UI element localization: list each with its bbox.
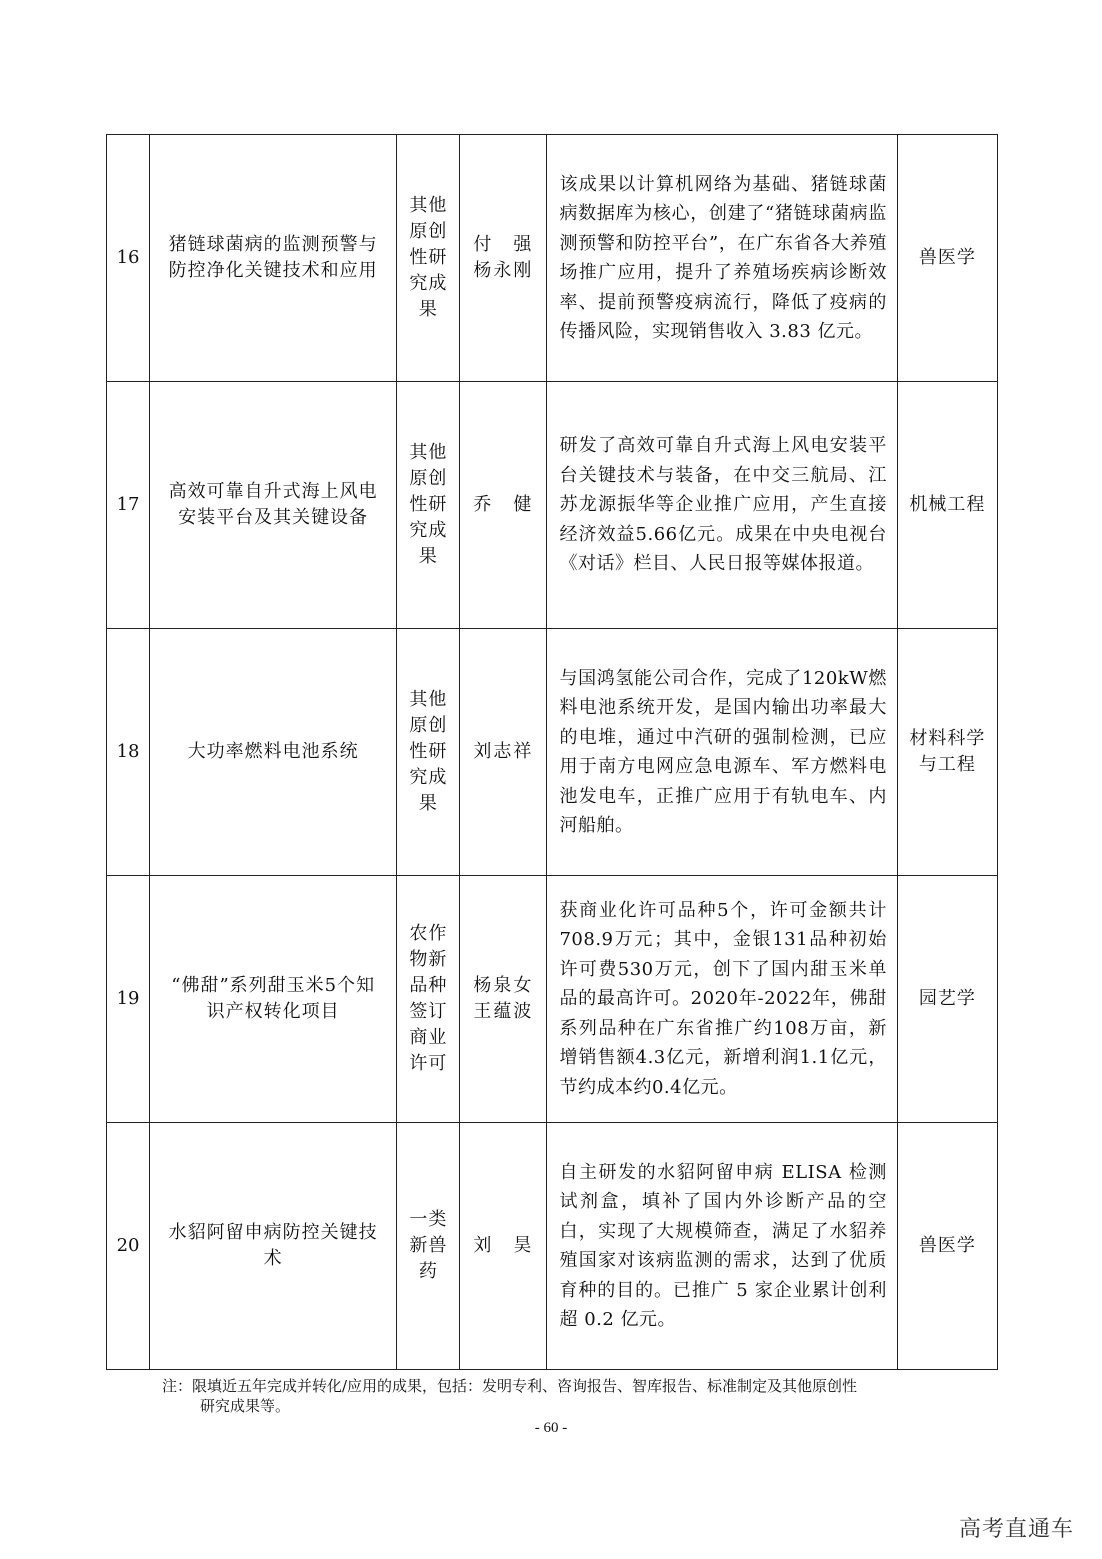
- achievement-description: 与国鸿氢能公司合作，完成了120kW燃料电池系统开发，是国内输出功率最大的电堆，通过中汽研的强制检测，已应用于南方电网应急电源车、军方燃料电池发电车，正推广应用于有轨电车、内河船舶。: [547, 629, 897, 876]
- responsible-persons: [460, 382, 547, 629]
- row-index: 20: [107, 1123, 150, 1370]
- responsible-persons: [460, 876, 547, 1123]
- person-name: 杨永刚: [473, 260, 534, 281]
- person-name: 付 强: [473, 234, 534, 255]
- discipline: 机械工程: [897, 382, 997, 629]
- achievement-name: 猪链球菌病的监测预警与防控净化关键技术和应用: [150, 135, 397, 382]
- row-index: 17: [107, 382, 150, 629]
- footnote: [162, 1376, 962, 1416]
- footnote-line: 研究成果等。: [200, 1397, 291, 1415]
- table-row: [107, 1123, 998, 1370]
- achievements-table: [106, 134, 998, 1370]
- responsible-persons: [460, 629, 547, 876]
- table-row: [107, 382, 998, 629]
- achievement-description: 获商业化许可品种5个，许可金额共计708.9万元；其中，金银131品种初始许可费530万元，创下了国内甜玉米单品的最高许可。2020年-2022年，佛甜系列品种在广东省推广约108万亩，新增销售额4.3亿元，新增利润1.1亿元，节约成本约0.4亿元。: [547, 876, 897, 1123]
- achievement-description: 该成果以计算机网络为基础、猪链球菌病数据库为核心，创建了“猪链球菌病监测预警和防控平台”，在广东省各大养殖场推广应用，提升了养殖场疾病诊断效率、提前预警疫病流行，降低了疫病的传播风险，实现销售收入 3.83 亿元。: [547, 135, 897, 382]
- page-number: - 60 -: [534, 1420, 568, 1436]
- achievement-name: 水貂阿留申病防控关键技术: [150, 1123, 397, 1370]
- achievement-description: 自主研发的水貂阿留申病 ELISA 检测试剂盒，填补了国内外诊断产品的空白，实现了大规模筛查，满足了水貂养殖国家对该病监测的需求，达到了优质育种的目的。已推广 5 家企业累计创利超 0.2 亿元。: [547, 1123, 897, 1370]
- footnote-line: 注：限填近五年完成并转化/应用的成果，包括：发明专利、咨询报告、智库报告、标准制定及其他原创性: [162, 1377, 858, 1395]
- achievement-type: 其他原创性研究成果: [397, 629, 460, 876]
- table-row: [107, 629, 998, 876]
- discipline: 兽医学: [897, 135, 997, 382]
- achievement-type: 农作物新品种签订商业许可: [397, 876, 460, 1123]
- person-name: 杨泉女: [473, 975, 534, 996]
- row-index: 16: [107, 135, 150, 382]
- achievement-type: 其他原创性研究成果: [397, 135, 460, 382]
- achievement-type: 其他原创性研究成果: [397, 382, 460, 629]
- responsible-persons: [460, 1123, 547, 1370]
- person-name: 刘 昊: [473, 1235, 534, 1256]
- table-row: [107, 876, 998, 1123]
- discipline: 园艺学: [897, 876, 997, 1123]
- achievement-name: 高效可靠自升式海上风电安装平台及其关键设备: [150, 382, 397, 629]
- achievement-type: 一类新兽药: [397, 1123, 460, 1370]
- discipline: 材料科学与工程: [897, 629, 997, 876]
- person-name: 乔 健: [473, 494, 534, 515]
- table-row: [107, 135, 998, 382]
- person-name: 王蕴波: [473, 1001, 534, 1022]
- responsible-persons: [460, 135, 547, 382]
- achievement-name: “佛甜”系列甜玉米5个知识产权转化项目: [150, 876, 397, 1123]
- discipline: 兽医学: [897, 1123, 997, 1370]
- achievement-description: 研发了高效可靠自升式海上风电安装平台关键技术与装备，在中交三航局、江苏龙源振华等企业推广应用，产生直接经济效益5.66亿元。成果在中央电视台《对话》栏目、人民日报等媒体报道。: [547, 382, 897, 629]
- row-index: 19: [107, 876, 150, 1123]
- person-name: 刘志祥: [473, 741, 534, 762]
- row-index: 18: [107, 629, 150, 876]
- watermark-text: 高考直通车: [958, 1517, 1074, 1542]
- achievement-name: 大功率燃料电池系统: [150, 629, 397, 876]
